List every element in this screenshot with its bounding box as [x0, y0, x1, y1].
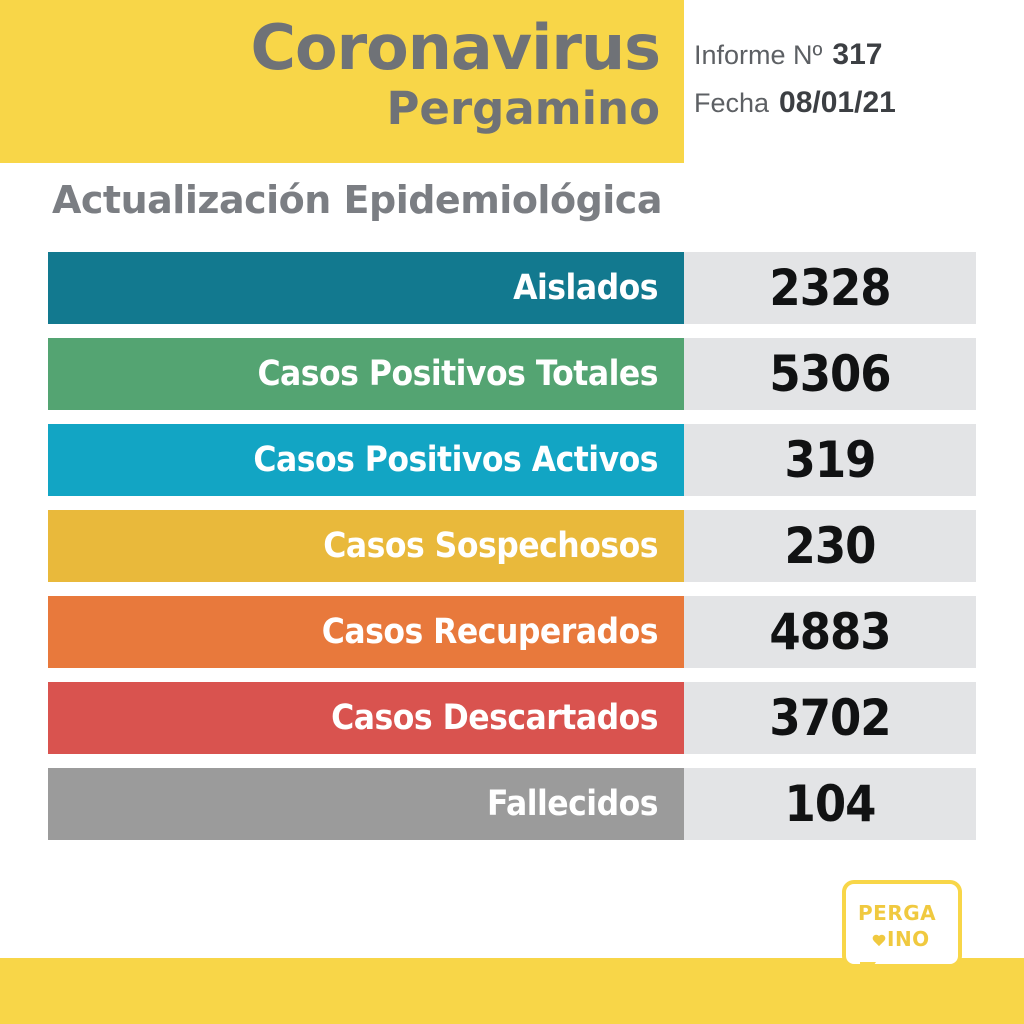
- table-row: [48, 768, 976, 840]
- stat-value: 2328: [684, 252, 976, 324]
- stat-label: Aislados: [48, 252, 684, 324]
- logo-line-2: [872, 926, 936, 952]
- table-row: [48, 682, 976, 754]
- heart-icon: [872, 933, 886, 947]
- pergamino-logo: [842, 880, 962, 968]
- report-date-label: Fecha: [694, 88, 770, 118]
- logo-line-2-text: INO: [887, 927, 930, 951]
- table-row: [48, 596, 976, 668]
- stat-label: Casos Positivos Activos: [48, 424, 684, 496]
- table-row: [48, 252, 976, 324]
- stat-value: 4883: [684, 596, 976, 668]
- report-number-row: [694, 38, 1014, 72]
- stat-value: 319: [684, 424, 976, 496]
- logo-speech-tail: [860, 962, 876, 986]
- table-row: [48, 338, 976, 410]
- stats-table: [48, 252, 976, 854]
- page-subtitle-city: Pergamino: [386, 82, 660, 135]
- stat-value: 5306: [684, 338, 976, 410]
- report-date-row: [694, 86, 1014, 120]
- stat-label: Casos Positivos Totales: [48, 338, 684, 410]
- stat-value: 230: [684, 510, 976, 582]
- table-row: [48, 510, 976, 582]
- report-info: [694, 38, 1014, 134]
- report-date-value: 08/01/21: [779, 86, 896, 119]
- stat-label: Fallecidos: [48, 768, 684, 840]
- logo-text: [858, 900, 936, 952]
- header: [0, 0, 684, 163]
- report-number-label: Informe Nº: [694, 40, 823, 70]
- stat-value: 104: [684, 768, 976, 840]
- report-number-value: 317: [832, 38, 883, 71]
- table-row: [48, 424, 976, 496]
- page-title: Coronavirus: [250, 11, 660, 84]
- stat-label: Casos Sospechosos: [48, 510, 684, 582]
- logo-line-1: PERGA: [858, 901, 937, 925]
- title-block: [0, 11, 660, 135]
- stat-value: 3702: [684, 682, 976, 754]
- stat-label: Casos Descartados: [48, 682, 684, 754]
- section-title: Actualización Epidemiológica: [52, 178, 662, 222]
- stat-label: Casos Recuperados: [48, 596, 684, 668]
